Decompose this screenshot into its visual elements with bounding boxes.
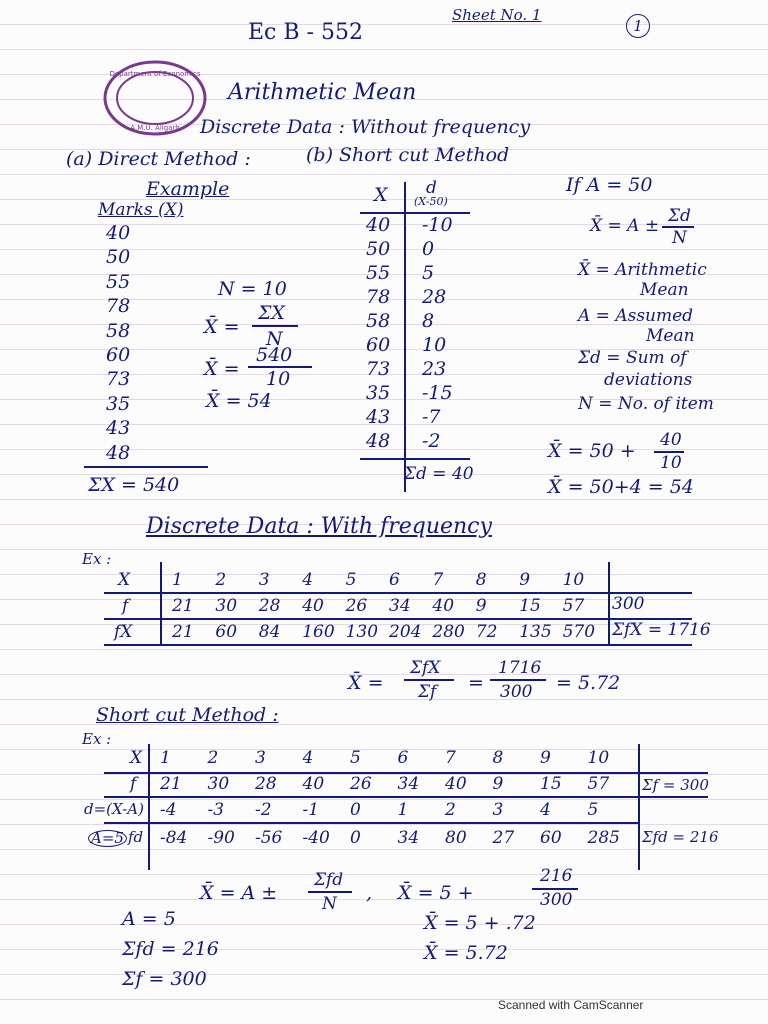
fraction-bar bbox=[404, 679, 454, 681]
assumed-mean: If A = 50 bbox=[566, 174, 653, 196]
sum-d: Σd = 40 bbox=[404, 464, 474, 484]
d-value: -7 bbox=[422, 406, 441, 428]
n-formula: N = 10 bbox=[218, 278, 287, 300]
sc2-fd-cell: 60 bbox=[540, 828, 562, 848]
shortcut2-calc3: X̄ = 5.72 bbox=[424, 942, 508, 964]
svg-text:Department of Economics: Department of Economics bbox=[109, 70, 201, 78]
shortcut2-formula-left: X̄ = A ± bbox=[200, 882, 278, 904]
freq-x-cell: 3 bbox=[258, 570, 270, 590]
sc2-fd-cell: -90 bbox=[207, 828, 235, 848]
shortcut2-formula-numerator: Σfd bbox=[314, 870, 344, 890]
course-code: Ec B - 552 bbox=[248, 20, 363, 45]
marks-column-header: Marks (X) bbox=[98, 200, 184, 220]
x-value: 48 bbox=[366, 430, 391, 452]
freq-fx-cell: 204 bbox=[389, 622, 422, 642]
freq-f-cell: 9 bbox=[475, 596, 487, 616]
freq-fx-cell: 160 bbox=[302, 622, 335, 642]
shortcut2-sum-fd: Σfd = 216 bbox=[642, 828, 719, 846]
freq-section-title: Discrete Data : With frequency bbox=[146, 514, 492, 539]
freq-sum-f: 300 bbox=[612, 594, 645, 614]
shortcut-formula-numerator: Σd bbox=[668, 206, 691, 226]
legend-line: N = No. of item bbox=[578, 394, 714, 414]
legend-line: X̄ = Arithmetic bbox=[578, 260, 707, 280]
marks-value: 78 bbox=[106, 295, 131, 318]
sc2-x-cell: 10 bbox=[587, 748, 610, 768]
sc2-a-label: A=5 bbox=[88, 830, 127, 847]
freq-x-cell: 1 bbox=[172, 570, 183, 590]
sc2-fd-cell: -56 bbox=[255, 828, 283, 848]
shortcut2-calc2: X̄ = 5 + .72 bbox=[424, 912, 536, 934]
mean-result: X̄ = 54 bbox=[206, 390, 272, 412]
d-value: -15 bbox=[422, 382, 453, 404]
freq-x-cell: 5 bbox=[345, 570, 357, 590]
d-value: 8 bbox=[422, 310, 435, 332]
d-value: -10 bbox=[422, 214, 453, 236]
freq-formula-numerator: ΣfX bbox=[410, 658, 441, 678]
shortcut2-col-rule bbox=[148, 744, 150, 870]
sc2-f-cell: 9 bbox=[492, 774, 504, 794]
sc2-fd-cell: -40 bbox=[302, 828, 330, 848]
freq-x-cell: 7 bbox=[432, 570, 444, 590]
sc2-f-cell: 40 bbox=[445, 774, 467, 794]
x-value: 58 bbox=[366, 310, 391, 332]
sc2-row-label: X bbox=[130, 748, 143, 768]
page-number: 1 bbox=[626, 14, 650, 38]
sc2-fd-cell: -84 bbox=[160, 828, 188, 848]
direct-method-heading: (a) Direct Method : bbox=[66, 148, 251, 170]
sc2-x-cell: 2 bbox=[207, 748, 219, 768]
freq-f-cell: 28 bbox=[258, 596, 281, 616]
marks-value: 73 bbox=[106, 368, 131, 391]
freq-f-cell: 57 bbox=[562, 596, 585, 616]
table-column-rule bbox=[404, 182, 406, 492]
d-column-sub: (X-50) bbox=[414, 195, 448, 208]
section-subtitle: Discrete Data : Without frequency bbox=[200, 116, 531, 138]
freq-table-rule bbox=[104, 592, 692, 594]
freq-f-cell: 26 bbox=[345, 596, 368, 616]
sc2-f-cell: 57 bbox=[587, 774, 610, 794]
sc2-x-cell: 5 bbox=[350, 748, 361, 768]
freq-fx-cell: 60 bbox=[215, 622, 238, 642]
shortcut2-sum-f: Σf = 300 bbox=[642, 776, 709, 794]
sc2-row-label: f bbox=[130, 774, 137, 794]
mean-formula-denominator: N bbox=[266, 328, 283, 350]
fraction-bar bbox=[490, 679, 546, 681]
shortcut2-table-rule bbox=[104, 796, 708, 798]
freq-eq: = bbox=[468, 672, 484, 694]
freq-x-cell: 6 bbox=[389, 570, 400, 590]
shortcut2-calc1-numerator: 216 bbox=[540, 866, 573, 886]
freq-x-cell: 4 bbox=[302, 570, 314, 590]
freq-table-col-rule bbox=[608, 562, 610, 646]
legend-line: Σd = Sum of bbox=[578, 348, 687, 368]
sc2-f-cell: 15 bbox=[540, 774, 562, 794]
x-value: 35 bbox=[366, 382, 391, 404]
calc2: X̄ = 50+4 = 54 bbox=[548, 476, 694, 498]
d-value: 10 bbox=[422, 334, 447, 356]
marks-value: 60 bbox=[106, 344, 131, 366]
freq-table-col-rule bbox=[160, 562, 162, 646]
freq-row-label: fX bbox=[114, 622, 133, 642]
freq-x-cell: 10 bbox=[562, 570, 585, 590]
freq-fx-cell: 130 bbox=[345, 622, 379, 642]
sc2-x-cell: 7 bbox=[445, 748, 456, 768]
sc2-x-cell: 3 bbox=[255, 748, 266, 768]
d-value: 28 bbox=[422, 286, 447, 308]
d-value: 5 bbox=[422, 262, 435, 284]
freq-fx-cell: 84 bbox=[258, 622, 281, 642]
sc2-f-cell: 40 bbox=[302, 774, 325, 794]
freq-x-cell: 8 bbox=[475, 570, 487, 590]
d-column-header: d bbox=[426, 178, 437, 198]
given-line: Σfd = 216 bbox=[122, 938, 219, 960]
freq-f-cell: 34 bbox=[389, 596, 411, 616]
shortcut2-ex-label: Ex : bbox=[82, 730, 112, 748]
sc2-fd-cell: 34 bbox=[397, 828, 420, 848]
freq-formula-left: X̄ = bbox=[348, 672, 384, 694]
mean-sub-left: X̄ = bbox=[204, 358, 240, 380]
d-value: -2 bbox=[422, 430, 441, 452]
freq-x-cell: 2 bbox=[215, 570, 227, 590]
sc2-d-cell: -2 bbox=[255, 800, 272, 820]
freq-fx-cell: 135 bbox=[519, 622, 552, 642]
shortcut-method-heading: (b) Short cut Method bbox=[306, 144, 510, 166]
sc2-row-label: fd bbox=[128, 828, 144, 846]
mean-sub-numerator: 540 bbox=[256, 344, 293, 366]
x-value: 43 bbox=[366, 406, 391, 428]
shortcut-formula-denominator: N bbox=[672, 228, 687, 248]
d-value: 23 bbox=[422, 358, 447, 380]
fraction-bar bbox=[252, 325, 298, 327]
freq-result: = 5.72 bbox=[556, 672, 621, 694]
calc1-numerator: 40 bbox=[660, 430, 682, 450]
shortcut2-calc1-left: X̄ = 5 + bbox=[398, 882, 474, 904]
sc2-x-cell: 4 bbox=[302, 748, 314, 768]
sc2-d-cell: -1 bbox=[302, 800, 320, 820]
freq-formula-denominator: Σf bbox=[418, 682, 437, 702]
mean-formula-numerator: ΣX bbox=[258, 302, 285, 324]
marks-value: 55 bbox=[106, 270, 131, 293]
shortcut2-table-rule bbox=[104, 822, 640, 824]
mean-formula-left: X̄ = bbox=[204, 316, 240, 338]
sc2-d-cell: 5 bbox=[587, 800, 599, 820]
sum-x: ΣX = 540 bbox=[88, 474, 180, 496]
legend-line: deviations bbox=[604, 370, 693, 390]
freq-table-rule bbox=[104, 644, 692, 646]
sc2-x-cell: 6 bbox=[397, 748, 409, 768]
sc2-f-cell: 26 bbox=[350, 774, 372, 794]
x-value: 60 bbox=[366, 334, 391, 356]
freq-f-cell: 40 bbox=[302, 596, 324, 616]
legend-line: A = Assumed bbox=[578, 306, 694, 326]
scanner-footer: Scanned with CamScanner bbox=[498, 998, 644, 1012]
page-title: Arithmetic Mean bbox=[228, 80, 417, 105]
freq-f-cell: 21 bbox=[172, 596, 194, 616]
sc2-f-cell: 21 bbox=[160, 774, 182, 794]
marks-value: 40 bbox=[106, 222, 131, 244]
sc2-d-cell: 1 bbox=[397, 800, 409, 820]
shortcut2-sep: , bbox=[366, 882, 373, 904]
sc2-fd-cell: 27 bbox=[492, 828, 515, 848]
x-column-header: X bbox=[374, 184, 388, 206]
shortcut2-calc1-denominator: 300 bbox=[540, 890, 573, 910]
sc2-d-cell: -4 bbox=[160, 800, 177, 820]
d-value: 0 bbox=[422, 238, 435, 260]
sc2-f-cell: 28 bbox=[255, 774, 277, 794]
marks-value: 35 bbox=[106, 392, 131, 415]
sc2-fd-cell: 80 bbox=[445, 828, 467, 848]
marks-value: 48 bbox=[106, 441, 131, 464]
sc2-f-cell: 30 bbox=[207, 774, 230, 794]
x-value: 73 bbox=[366, 358, 391, 380]
sc2-d-cell: 4 bbox=[540, 800, 551, 820]
sc2-row-label: d=(X-A) bbox=[84, 800, 144, 818]
marks-value: 43 bbox=[106, 417, 131, 440]
shortcut2-title: Short cut Method : bbox=[96, 704, 279, 726]
freq-fx-cell: 280 bbox=[432, 622, 465, 642]
sc2-f-cell: 34 bbox=[397, 774, 420, 794]
freq-f-cell: 30 bbox=[215, 596, 238, 616]
x-value: 40 bbox=[366, 214, 391, 236]
sc2-d-cell: 0 bbox=[350, 800, 361, 820]
example-label: Example bbox=[146, 178, 230, 200]
mean-sub-denominator: 10 bbox=[266, 368, 291, 390]
freq-fx-cell: 72 bbox=[475, 622, 498, 642]
svg-text:A.M.U. Aligarh: A.M.U. Aligarh bbox=[130, 124, 180, 132]
sc2-x-cell: 1 bbox=[160, 748, 171, 768]
calc1-denominator: 10 bbox=[660, 453, 682, 473]
given-line: A = 5 bbox=[122, 908, 176, 930]
x-value: 78 bbox=[366, 286, 391, 308]
sheet-number: Sheet No. 1 bbox=[452, 6, 542, 24]
freq-x-cell: 9 bbox=[519, 570, 531, 590]
x-value: 55 bbox=[366, 262, 391, 284]
freq-f-cell: 40 bbox=[432, 596, 455, 616]
marks-value: 58 bbox=[106, 319, 131, 342]
x-value: 50 bbox=[366, 238, 391, 260]
sc2-fd-cell: 285 bbox=[587, 828, 620, 848]
table-sum-rule bbox=[360, 458, 470, 460]
freq-fx-cell: 21 bbox=[172, 622, 194, 642]
freq-row-label: X bbox=[118, 570, 131, 590]
sc2-d-cell: -3 bbox=[207, 800, 225, 820]
sc2-fd-cell: 0 bbox=[350, 828, 361, 848]
freq-sum-fx: ΣfX = 1716 bbox=[612, 620, 711, 640]
freq-f-cell: 15 bbox=[519, 596, 541, 616]
freq-fx-cell: 570 bbox=[562, 622, 596, 642]
marks-value: 50 bbox=[106, 246, 131, 269]
freq-value-numerator: 1716 bbox=[498, 658, 542, 678]
given-line: Σf = 300 bbox=[122, 968, 207, 990]
divider bbox=[84, 466, 208, 468]
shortcut-formula-left: X̄ = A ± bbox=[590, 216, 660, 236]
legend-line: Mean bbox=[640, 280, 689, 300]
sc2-x-cell: 8 bbox=[492, 748, 504, 768]
freq-ex-label: Ex : bbox=[82, 550, 112, 568]
freq-row-label: f bbox=[122, 596, 129, 616]
shortcut2-col-rule bbox=[638, 744, 640, 870]
shortcut2-formula-denominator: N bbox=[322, 894, 337, 914]
sc2-d-cell: 2 bbox=[445, 800, 456, 820]
fraction-bar bbox=[308, 891, 352, 893]
calc1-left: X̄ = 50 + bbox=[548, 440, 636, 462]
sc2-d-cell: 3 bbox=[492, 800, 504, 820]
sc2-x-cell: 9 bbox=[540, 748, 551, 768]
legend-line: Mean bbox=[646, 326, 695, 346]
department-stamp bbox=[100, 56, 210, 136]
freq-value-denominator: 300 bbox=[500, 682, 533, 702]
freq-table-rule bbox=[104, 618, 692, 620]
